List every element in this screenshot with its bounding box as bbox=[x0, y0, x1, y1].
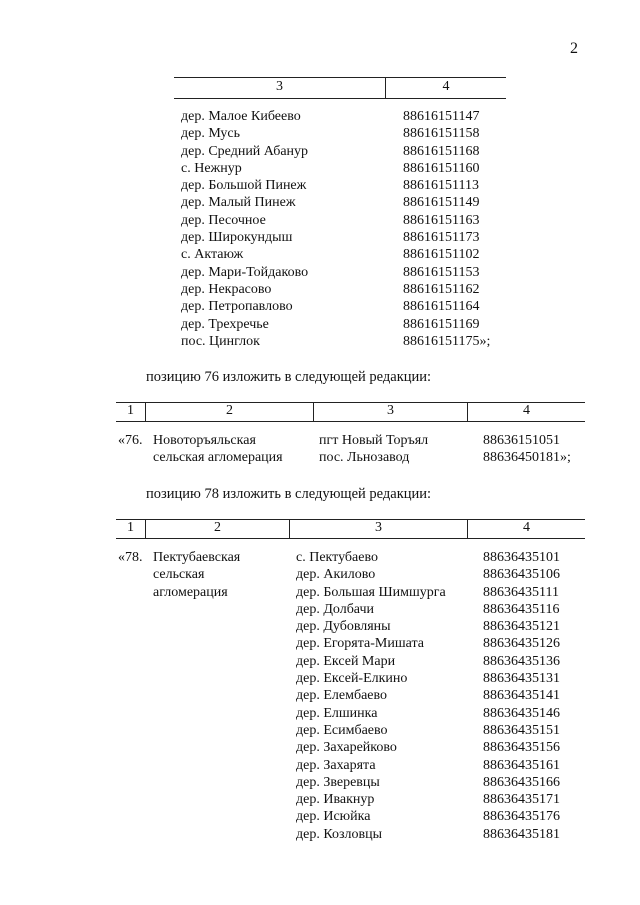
table2-header-col2: 2 bbox=[226, 403, 233, 418]
table3-place: дер. Большая Шимшурга bbox=[296, 584, 446, 600]
table1-place: дер. Мусь bbox=[181, 126, 241, 142]
table1-code: 88616151113 bbox=[403, 178, 479, 194]
table3-code: 88636435131 bbox=[483, 671, 560, 687]
table1-code: 88616151160 bbox=[403, 160, 480, 176]
table3-place: дер. Зверевцы bbox=[296, 774, 380, 790]
table1-code-column bbox=[403, 108, 490, 350]
table3-place: дер. Захарята bbox=[296, 757, 376, 773]
table3-place: дер. Ексей-Елкино bbox=[296, 671, 408, 687]
table3-header-col3: 3 bbox=[375, 520, 382, 535]
table1-place: дер. Широкундыш bbox=[181, 230, 293, 246]
table3-place: с. Пектубаево bbox=[296, 550, 378, 565]
table1-code: 88616151173 bbox=[403, 230, 480, 246]
table1-place: дер. Мари-Тойдаково bbox=[181, 264, 309, 280]
table1-place: дер. Малый Пинеж bbox=[181, 195, 296, 211]
table3-place: дер. Исюйка bbox=[296, 809, 371, 825]
table3-header-col4: 4 bbox=[523, 520, 530, 535]
table1-code: 88616151162 bbox=[403, 281, 480, 297]
table1-place: с. Актаюж bbox=[181, 247, 244, 263]
table1-place: дер. Некрасово bbox=[181, 281, 272, 297]
table1-place-column bbox=[181, 108, 308, 350]
table1-place: дер. Песочное bbox=[181, 212, 266, 228]
table3-code: 88636435126 bbox=[483, 636, 560, 652]
table1-top-rule bbox=[174, 77, 506, 78]
table1-place: дер. Средний Абанур bbox=[181, 143, 309, 159]
table3-code: 88636435121 bbox=[483, 619, 560, 635]
table3-place: дер. Елембаево bbox=[296, 688, 388, 704]
instruction-76: позицию 76 изложить в следующей редакции: bbox=[146, 369, 432, 385]
table2-agglomeration-name: Новоторъяльская сельская агломерация bbox=[153, 433, 283, 466]
table1-place: с. Нежнур bbox=[181, 160, 242, 176]
table1-place: дер. Малое Кибеево bbox=[181, 109, 301, 124]
page-number: 2 bbox=[570, 40, 578, 57]
table3-place: дер. Акилово bbox=[296, 567, 376, 583]
table1-code: 88616151102 bbox=[403, 247, 480, 263]
table1-header-col3: 3 bbox=[276, 79, 283, 94]
table3-header-col2: 2 bbox=[214, 520, 221, 535]
table3-agglomeration-name: Пектубаевская сельская агломерация bbox=[153, 550, 241, 600]
table2-code: 88636151051 bbox=[483, 433, 560, 448]
table3-position-number: «78. bbox=[118, 550, 143, 565]
table2-header-col3: 3 bbox=[387, 403, 394, 418]
table2-code: 88636450181»; bbox=[483, 450, 571, 466]
table3-place: дер. Елшинка bbox=[296, 705, 378, 721]
table2-header-col4: 4 bbox=[523, 403, 530, 418]
table2-place: пос. Льнозавод bbox=[319, 450, 410, 466]
table1-place: дер. Трехречье bbox=[181, 316, 269, 332]
table2-header-col1: 1 bbox=[127, 403, 134, 418]
table3-place: дер. Долбачи bbox=[296, 601, 374, 617]
table1-code: 88616151147 bbox=[403, 109, 480, 124]
table1-place: дер. Большой Пинеж bbox=[181, 178, 307, 194]
table3-code: 88636435146 bbox=[483, 705, 560, 721]
table3-place: дер. Захарейково bbox=[296, 740, 397, 756]
table3-place: дер. Есимбаево bbox=[296, 722, 388, 738]
table3-header-rule bbox=[116, 538, 585, 539]
table3-code-column bbox=[483, 549, 560, 843]
table3-code: 88636435156 bbox=[483, 740, 560, 756]
table1-header-col4: 4 bbox=[442, 79, 450, 94]
table3-place: дер. Ивакнур bbox=[296, 792, 375, 808]
instruction-78: позицию 78 изложить в следующей редакции: bbox=[146, 486, 432, 502]
table3-code: 88636435171 bbox=[483, 792, 560, 808]
table1-header-rule bbox=[174, 98, 506, 99]
table1-code: 88616151158 bbox=[403, 126, 480, 142]
table2-code-column bbox=[483, 432, 571, 467]
table3-code: 88636435101 bbox=[483, 550, 560, 565]
table1-code: 88616151149 bbox=[403, 195, 480, 211]
table3-code: 88636435111 bbox=[483, 584, 559, 600]
table3-code: 88636435136 bbox=[483, 653, 560, 669]
table2-place: пгт Новый Торъял bbox=[319, 433, 429, 448]
table3-code: 88636435106 bbox=[483, 567, 560, 583]
table3-place: дер. Козловцы bbox=[296, 826, 383, 842]
table1-code: 88616151163 bbox=[403, 212, 480, 228]
table3-code: 88636435116 bbox=[483, 601, 560, 617]
table3-code: 88636435176 bbox=[483, 809, 560, 825]
table1-code: 88616151168 bbox=[403, 143, 480, 159]
table2-place-column bbox=[319, 432, 428, 467]
table3-place: дер. Егорята-Мишата bbox=[296, 636, 424, 652]
table2-header-rule bbox=[116, 421, 585, 422]
table3-code: 88636435151 bbox=[483, 722, 560, 738]
table3-code: 88636435141 bbox=[483, 688, 560, 704]
table3-header-col1: 1 bbox=[127, 520, 134, 535]
table3-place: дер. Дубовляны bbox=[296, 619, 391, 635]
table1-code: 88616151175»; bbox=[403, 333, 491, 349]
table2-position-number: «76. bbox=[118, 433, 143, 448]
table1-code: 88616151164 bbox=[403, 299, 480, 315]
table3-code: 88636435161 bbox=[483, 757, 560, 773]
table3-place: дер. Ексей Мари bbox=[296, 653, 396, 669]
table3-place-column bbox=[296, 549, 446, 843]
table3-code: 88636435166 bbox=[483, 774, 560, 790]
table1-place: пос. Цинглок bbox=[181, 333, 260, 349]
table1-place: дер. Петропавлово bbox=[181, 299, 293, 315]
table3-code: 88636435181 bbox=[483, 826, 560, 842]
table1-code: 88616151169 bbox=[403, 316, 480, 332]
table1-code: 88616151153 bbox=[403, 264, 480, 280]
